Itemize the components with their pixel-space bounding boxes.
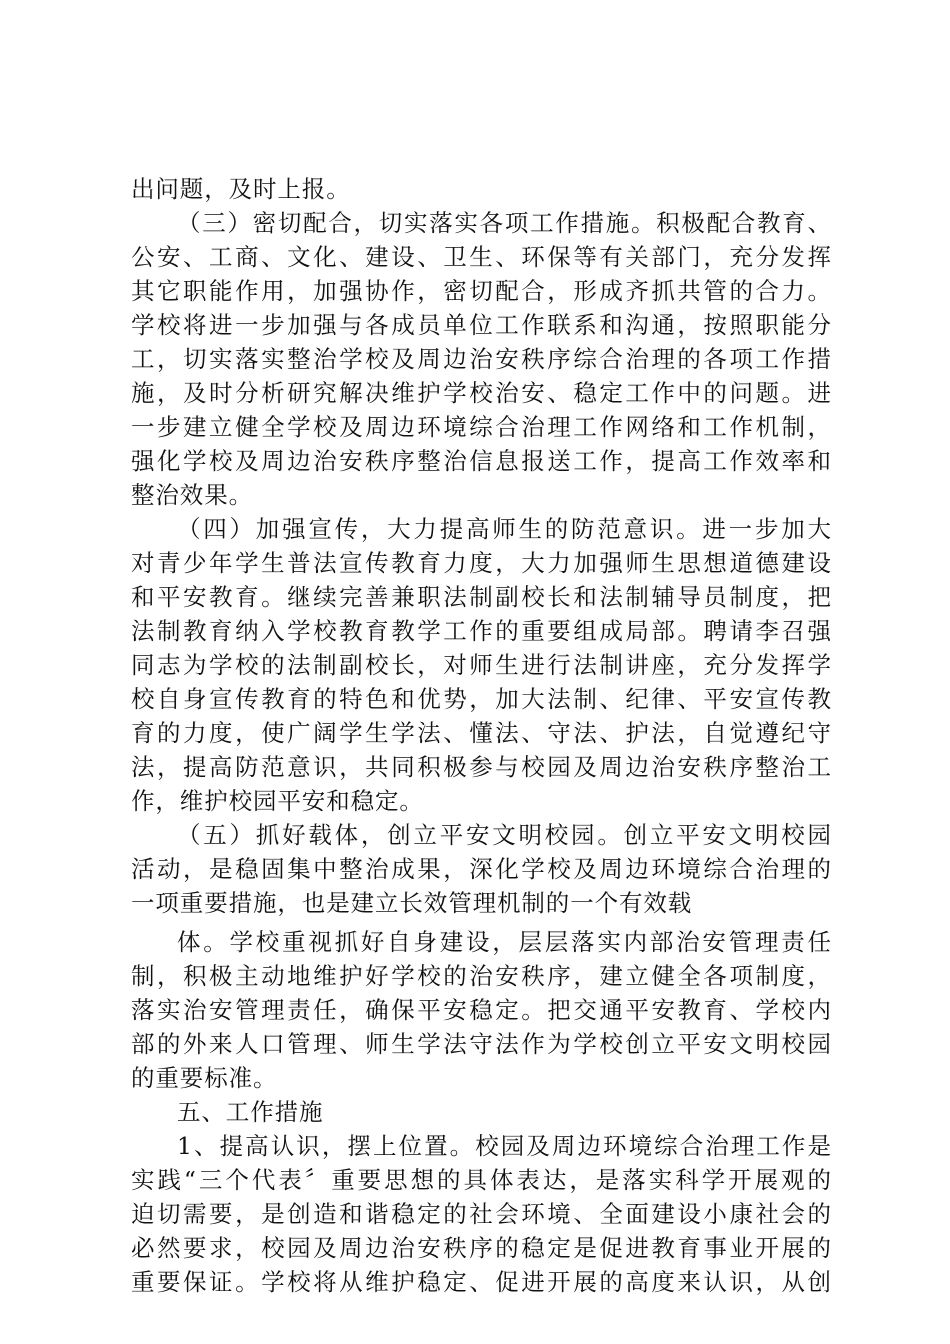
text-line: 学校将进一步加强与各成员单位工作联系和沟通，按照职能分 bbox=[131, 311, 831, 339]
text-line: 一步建立健全学校及周边环境综合治理工作网络和工作机制， bbox=[131, 413, 831, 441]
text-line: （三）密切配合，切实落实各项工作措施。积极配合教育、 bbox=[177, 209, 831, 237]
text-line: 对青少年学生普法宣传教育力度，大力加强师生思想道德建设 bbox=[131, 549, 831, 577]
text-line: 其它职能作用，加强协作，密切配合，形成齐抓共管的合力。 bbox=[131, 277, 831, 305]
text-line: 法，提高防范意识，共同积极参与校园及周边治安秩序整治工 bbox=[131, 753, 831, 781]
section-heading: 五、工作措施 bbox=[177, 1098, 324, 1126]
text-line: 活动，是稳固集中整治成果，深化学校及周边环境综合治理的 bbox=[131, 855, 831, 883]
text-line: （四）加强宣传，大力提高师生的防范意识。进一步加大 bbox=[177, 515, 831, 543]
text-line: 整治效果。 bbox=[131, 481, 253, 509]
text-line: 部的外来人口管理、师生学法守法作为学校创立平安文明校园 bbox=[131, 1030, 831, 1058]
text-line: 公安、工商、文化、建设、卫生、环保等有关部门，充分发挥 bbox=[131, 243, 831, 271]
text-line: 一项重要措施，也是建立长效管理机制的一个有效载 bbox=[131, 889, 693, 917]
text-line: 育的力度，使广阔学生学法、懂法、守法、护法，自觉遵纪守 bbox=[131, 719, 831, 747]
text-line: 1、提高认识，摆上位置。校园及周边环境综合治理工作是 bbox=[177, 1132, 831, 1160]
text-line: 实践“三个代表〞重要思想的具体表达，是落实科学开展观的 bbox=[131, 1166, 831, 1194]
text-line: 法制教育纳入学校教育教学工作的重要组成局部。聘请李召强 bbox=[131, 617, 831, 645]
text-line: 体。学校重视抓好自身建设，层层落实内部治安管理责任 bbox=[177, 928, 831, 956]
text-line: 制，积极主动地维护好学校的治安秩序，建立健全各项制度， bbox=[131, 962, 831, 990]
text-line: 工，切实落实整治学校及周边治安秩序综合治理的各项工作措 bbox=[131, 345, 831, 373]
text-line: （五）抓好载体，创立平安文明校园。创立平安文明校园 bbox=[177, 821, 831, 849]
text-line: 施，及时分析研究解决维护学校治安、稳定工作中的问题。进 bbox=[131, 379, 831, 407]
text-line: 和平安教育。继续完善兼职法制副校长和法制辅导员制度，把 bbox=[131, 583, 831, 611]
text-line: 落实治安管理责任，确保平安稳定。把交通平安教育、学校内 bbox=[131, 996, 831, 1024]
text-line: 同志为学校的法制副校长，对师生进行法制讲座，充分发挥学 bbox=[131, 651, 831, 679]
text-line: 出问题，及时上报。 bbox=[131, 175, 351, 203]
text-line: 必然要求，校园及周边治安秩序的稳定是促进教育事业开展的 bbox=[131, 1234, 831, 1262]
text-line: 重要保证。学校将从维护稳定、促进开展的高度来认识，从创 bbox=[131, 1268, 831, 1296]
text-line: 校自身宣传教育的特色和优势，加大法制、纪律、平安宣传教 bbox=[131, 685, 831, 713]
text-line: 迫切需要，是创造和谐稳定的社会环境、全面建设小康社会的 bbox=[131, 1200, 831, 1228]
text-line: 的重要标准。 bbox=[131, 1064, 278, 1092]
text-line: 强化学校及周边治安秩序整治信息报送工作，提高工作效率和 bbox=[131, 447, 831, 475]
text-line: 作，维护校园平安和稳定。 bbox=[131, 787, 424, 815]
